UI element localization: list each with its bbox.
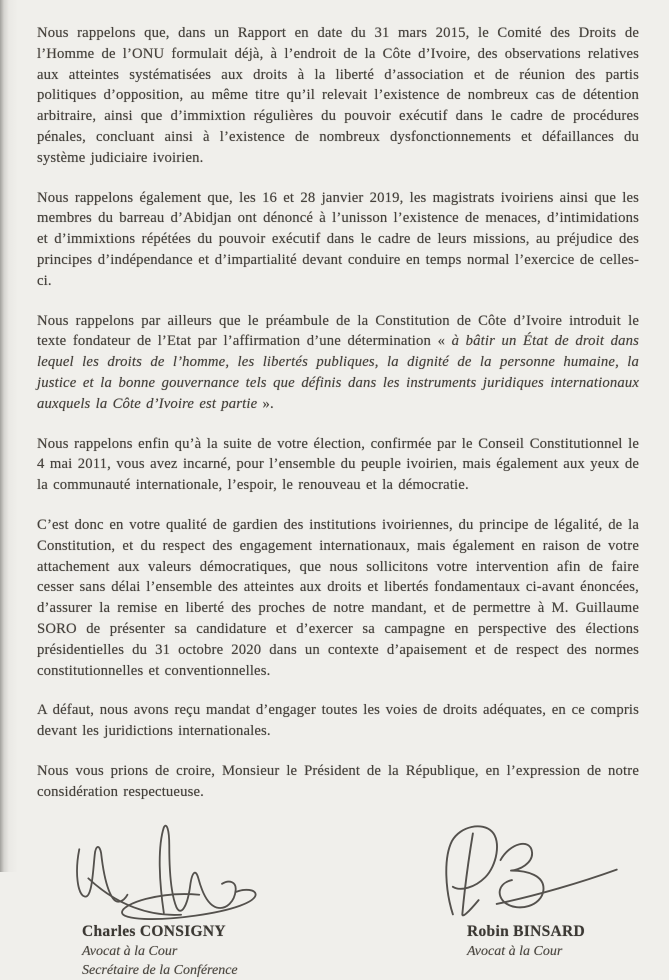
constitution-quote-text: à bâtir un État de droit dans lequel les droits de l’homme, les libertés publiques, la dignité de la personne humaine, la justice et la bonne gouvernance tels que définis dans les instruments juridiques internationaux auxquels la Côte d’Ivoire est partie <box>37 333 640 412</box>
signatory-title-left-2: Secrétaire de la Conférence <box>82 962 238 978</box>
paragraph-legal-warning: A défaut, nous avons reçu mandat d’engager toutes les voies de droits adéquates, en ce compris devant les juridictions internationales. <box>37 702 639 740</box>
signature-left-column <box>49 822 329 980</box>
paragraph-un-report-2015: Nous rappelons que, dans un Rapport en date du 31 mars 2015, le Comité des Droits de l’Homme de l’ONU formulait déjà, à l’endroit de la Côte d’Ivoire, des observations relatives aux atteintes systématisées aux droits à la liberté d’association et de réunion des partis politiques d’opposition, au même titre qu’il relevait l’existence de nombreux cas de détention arbitraire, ainsi que d’immixtion régulières du pouvoir exécutif dans le cadre de procédures pénales, concluant ainsi à l’existence de nombreux dysfonctionnements et défaillances du système judiciaire ivoirien. <box>37 25 639 166</box>
signature-charles-consigny-image <box>53 822 271 922</box>
signatory-title-left-1: Avocat à la Cour <box>82 943 178 959</box>
signatory-name-left: Charles CONSIGNY <box>82 922 226 940</box>
signatory-title-right-1: Avocat à la Cour <box>467 943 563 959</box>
paragraph-request-intervention: C’est donc en votre qualité de gardien des institutions ivoiriennes, du principe de légalité, de la Constitution, et du respect des engagement internationaux, mais également en raison de votre attachement aux valeurs démocratiques, que nous sollicitons votre intervention afin de faire cesser sans délai l’ensemble des atteintes aux droits et libertés fondamentaux ci-avant énoncées, d’assurer la remise en liberté des proches de notre mandant, et de permettre à M. Guillaume SORO de présenter sa candidature et d’exercer sa campagne en perspective des élections présidentielles du 31 octobre 2020 dans un contexte d’apaisement et de respect des normes constitutionnelles et conventionnelles. <box>37 516 639 679</box>
paragraph-closing-salutation: Nous vous prions de croire, Monsieur le Président de la République, en l’expression de notre considération respectueuse. <box>37 762 639 800</box>
constitution-paragraph-suffix: ». <box>257 395 274 412</box>
signature-right-column <box>405 822 635 980</box>
signature-block <box>37 822 639 980</box>
constitution-paragraph-prefix: Nous rappelons par ailleurs que le préambule de la Constitution de Côte d’Ivoire introduit le texte fondateur de l’Etat par l’affirmation d’une détermination « <box>37 312 639 350</box>
paragraph-election-2011: Nous rappelons enfin qu’à la suite de votre élection, confirmée par le Conseil Constitutionnel le 4 mai 2011, vous avez incarné, pour l’ensemble du peuple ivoirien, mais également aux yeux de la communauté internationale, l’espoir, le renouveau et la démocratie. <box>37 435 639 494</box>
signature-robin-binsard-image <box>433 822 628 922</box>
paragraph-magistrates-2019: Nous rappelons également que, les 16 et 28 janvier 2019, les magistrats ivoiriens ainsi que les membres du barreau d’Abidjan ont dénoncé à l’unisson l’existence de menaces, d’intimidations et d’immixtions répétées du pouvoir exécutif dans le cadre de leurs missions, au préjudice des principes d’indépendance et d’impartialité devant conduire en temps normal l’exercice de celles-ci. <box>37 189 639 289</box>
signatory-name-right: Robin BINSARD <box>467 922 586 940</box>
paragraph-constitution-preamble <box>37 311 639 415</box>
